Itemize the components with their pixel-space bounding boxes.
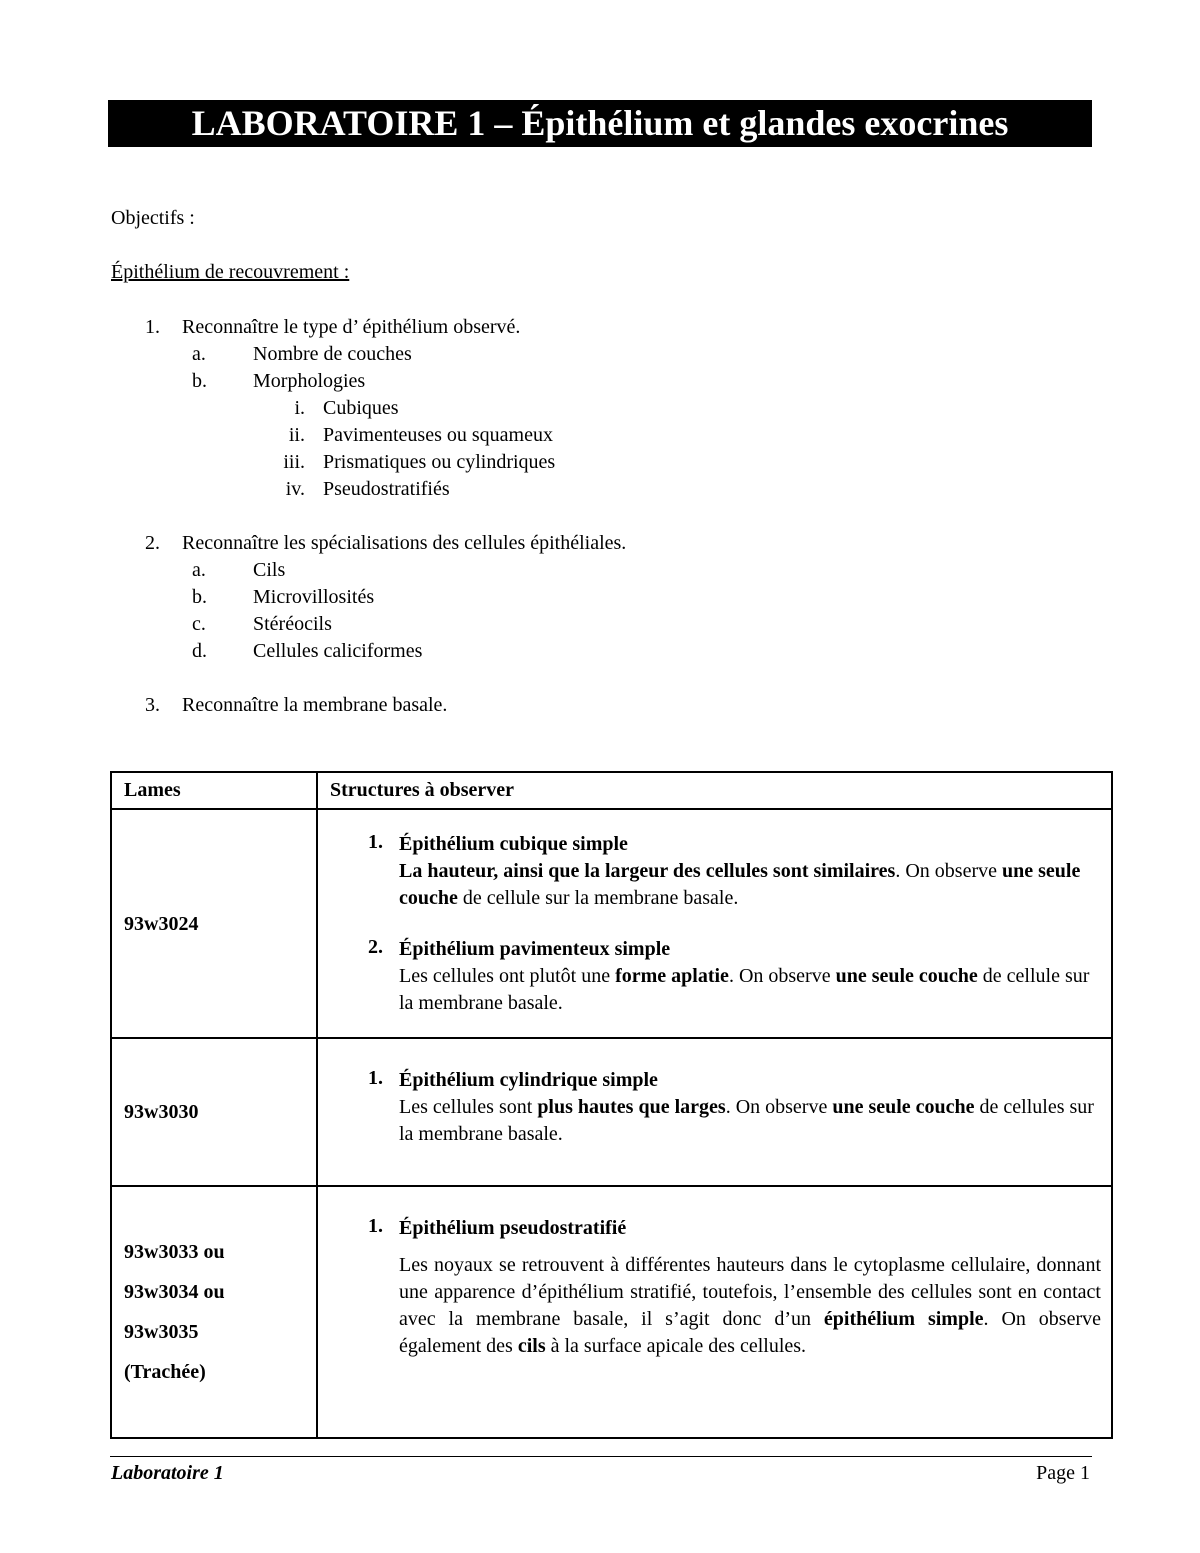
- list-item: b. Microvillosités: [192, 586, 375, 608]
- list-item: ii. Pavimenteuses ou squameux: [288, 424, 553, 446]
- list-item: iv. Pseudostratifiés: [285, 478, 450, 500]
- structure-cell: [317, 1186, 1112, 1438]
- objectives-label: Objectifs :: [111, 207, 195, 229]
- structure-cell: [317, 809, 1112, 1038]
- structure-item: 1. Épithélium cubique simple La hauteur, ainsi que la largeur des cellules sont similaires. On observe une seule couche de cellule sur la membrane basale.: [358, 831, 1101, 912]
- table-row: [111, 1186, 1112, 1438]
- structure-description: Les cellules sont plus hautes que larges. On observe une seule couche de cellules sur la membrane basale.: [399, 1096, 1094, 1145]
- structure-description: Les cellules ont plutôt une forme aplatie. On observe une seule couche de cellule sur la membrane basale.: [399, 964, 1090, 1014]
- list-item: 3. Reconnaître la membrane basale.: [145, 694, 448, 716]
- page-number: Page 1: [1036, 1462, 1090, 1484]
- table-header-row: [111, 772, 1112, 809]
- lame-cell: 93w3024: [111, 809, 317, 1038]
- list-item: c. Stéréocils: [192, 613, 332, 635]
- header-lames: Lames: [111, 772, 317, 809]
- footer-divider: [110, 1456, 1092, 1457]
- structure-cell: [317, 1038, 1112, 1186]
- lame-cell: 93w3030: [111, 1038, 317, 1186]
- footer-title: Laboratoire 1: [111, 1462, 224, 1484]
- section-heading: Épithélium de recouvrement :: [111, 261, 350, 283]
- objectives-list: [145, 314, 1045, 719]
- list-item: 1. Reconnaître le type d’ épithélium observé.: [145, 316, 521, 338]
- lame-cell: 93w3033 ou 93w3034 ou 93w3035 (Trachée): [111, 1186, 317, 1438]
- structure-item: 2. Épithélium pavimenteux simple Les cellules ont plutôt une forme aplatie. On observe une seule couche de cellule sur la membrane basale.: [358, 936, 1101, 1017]
- list-item: b. Morphologies: [192, 370, 366, 392]
- structure-item: 1. Épithélium cylindrique simple Les cellules sont plus hautes que larges. On observe une seule couche de cellules sur la membrane basale.: [358, 1067, 1101, 1148]
- structure-item: 1. Épithélium pseudostratifié Les noyaux se retrouvent à différentes hauteurs dans le cytoplasme cellulaire, donnant une apparence d’épithélium stratifié, toutefois, l’ensemble des cellules sont en contact avec la membrane basale, il s’agit donc d’un épithélium simple. On observe également des cils à la surface apicale des cellules.: [358, 1215, 1101, 1360]
- structure-description: La hauteur, ainsi que la largeur des cellules sont similaires. On observe une seule couche de cellule sur la membrane basale.: [399, 859, 1081, 909]
- slides-table: [110, 771, 1113, 1439]
- table-row: [111, 809, 1112, 1038]
- structure-description: Les noyaux se retrouvent à différentes hauteurs dans le cytoplasme cellulaire, donnant une apparence d’épithélium stratifié, toutefois, l’ensemble des cellules sont en contact avec la membrane basale, il s’agit donc d’un épithélium simple. On observe également des cils à la surface apicale des cellules.: [399, 1254, 1102, 1357]
- list-item: a. Nombre de couches: [192, 343, 412, 365]
- list-item: iii. Prismatiques ou cylindriques: [283, 451, 556, 473]
- list-item: a. Cils: [192, 559, 286, 581]
- list-item: 2. Reconnaître les spécialisations des cellules épithéliales.: [145, 532, 627, 554]
- list-item: d. Cellules caliciformes: [192, 640, 423, 662]
- table-row: [111, 1038, 1112, 1186]
- page-title: LABORATOIRE 1 – Épithélium et glandes exocrines: [108, 100, 1092, 147]
- list-item: i. Cubiques: [294, 397, 399, 419]
- header-structures: Structures à observer: [317, 772, 1112, 809]
